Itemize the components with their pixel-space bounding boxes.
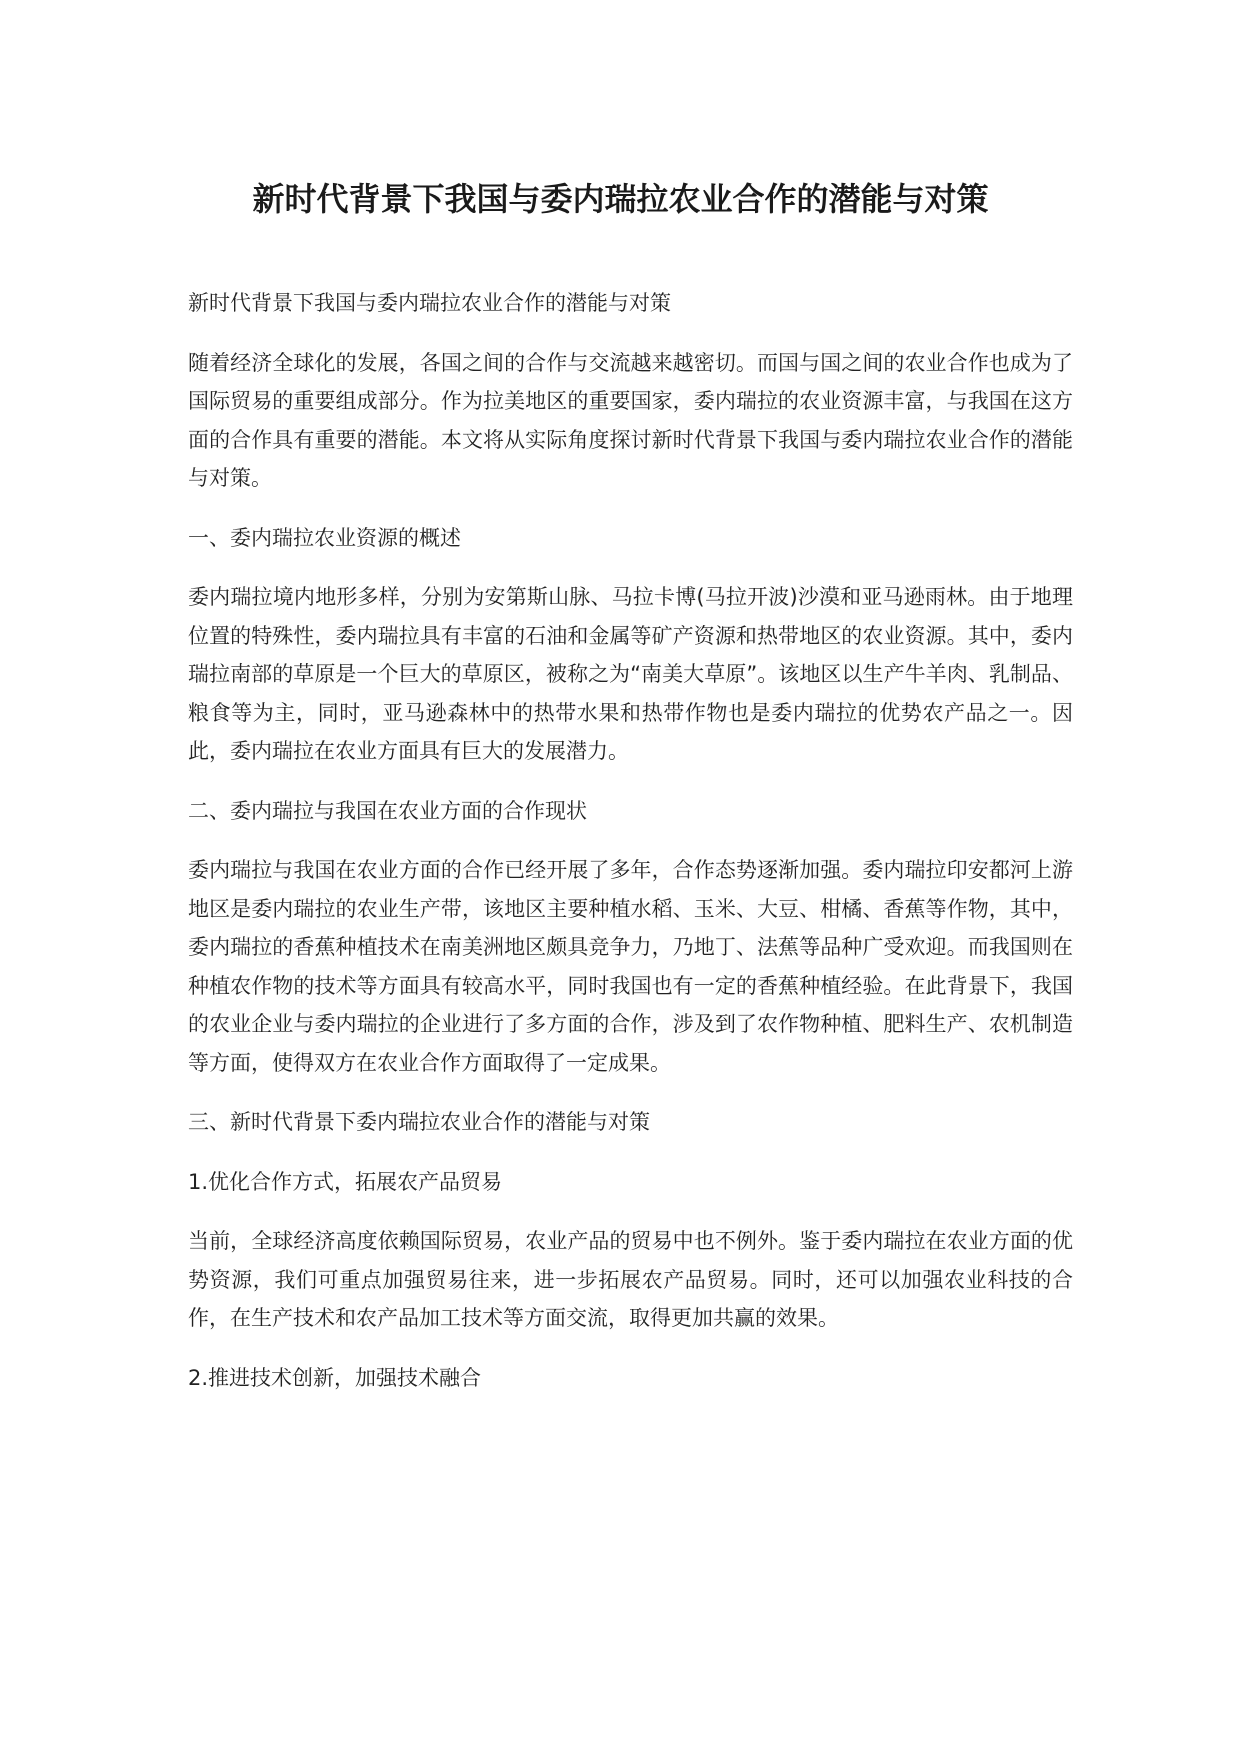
subsection-heading-1: 1.优化合作方式，拓展农产品贸易 bbox=[188, 1169, 503, 1194]
document-title: 新时代背景下我国与委内瑞拉农业合作的潜能与对策 bbox=[252, 180, 989, 218]
section-2-paragraph: 委内瑞拉与我国在农业方面的合作已经开展了多年，合作态势逐渐加强。委内瑞拉印安都河上游地区是委内瑞拉的农业生产带，该地区主要种植水稻、玉米、大豆、柑橘、香蕉等作物，其中，委内瑞拉的香蕉种植技术在南美洲地区颇具竞争力，乃地丁、法蕉等品种广受欢迎。而我国则在种植农作物的技术等方面具有较高水平，同时我国也有一定的香蕉种植经验。在此背景下，我国的农业企业与委内瑞拉的企业进行了多方面的合作，涉及到了农作物种植、肥料生产、农机制造等方面，使得双方在农业合作方面取得了一定成果。 bbox=[188, 858, 1073, 1075]
section-heading-2: 二、委内瑞拉与我国在农业方面的合作现状 bbox=[188, 798, 587, 823]
subtitle-paragraph: 新时代背景下我国与委内瑞拉农业合作的潜能与对策 bbox=[188, 291, 671, 315]
intro-paragraph: 随着经济全球化的发展，各国之间的合作与交流越来越密切。而国与国之间的农业合作也成为了国际贸易的重要组成部分。作为拉美地区的重要国家，委内瑞拉的农业资源丰富，与我国在这方面的合作具有重要的潜能。本文将从实际角度探讨新时代背景下我国与委内瑞拉农业合作的潜能与对策。 bbox=[188, 350, 1073, 490]
section-heading-1: 一、委内瑞拉农业资源的概述 bbox=[188, 525, 461, 550]
subsection-1-paragraph: 当前，全球经济高度依赖国际贸易，农业产品的贸易中也不例外。鉴于委内瑞拉在农业方面的优势资源，我们可重点加强贸易往来，进一步拓展农产品贸易。同时，还可以加强农业科技的合作，在生产技术和农产品加工技术等方面交流，取得更加共赢的效果。 bbox=[188, 1229, 1073, 1330]
section-heading-3: 三、新时代背景下委内瑞拉农业合作的潜能与对策 bbox=[188, 1110, 650, 1134]
subsection-heading-2: 2.推进技术创新，加强技术融合 bbox=[188, 1365, 482, 1390]
section-1-paragraph: 委内瑞拉境内地形多样，分别为安第斯山脉、马拉卡博(马拉开波)沙漠和亚马逊雨林。由于地理位置的特殊性，委内瑞拉具有丰富的石油和金属等矿产资源和热带地区的农业资源。其中，委内瑞拉南部的草原是一个巨大的草原区，被称之为“南美大草原”。该地区以生产牛羊肉、乳制品、粮食等为主，同时，亚马逊森林中的热带水果和热带作物也是委内瑞拉的优势农产品之一。因此，委内瑞拉在农业方面具有巨大的发展潜力。 bbox=[188, 585, 1073, 763]
document-body bbox=[188, 284, 1073, 1418]
